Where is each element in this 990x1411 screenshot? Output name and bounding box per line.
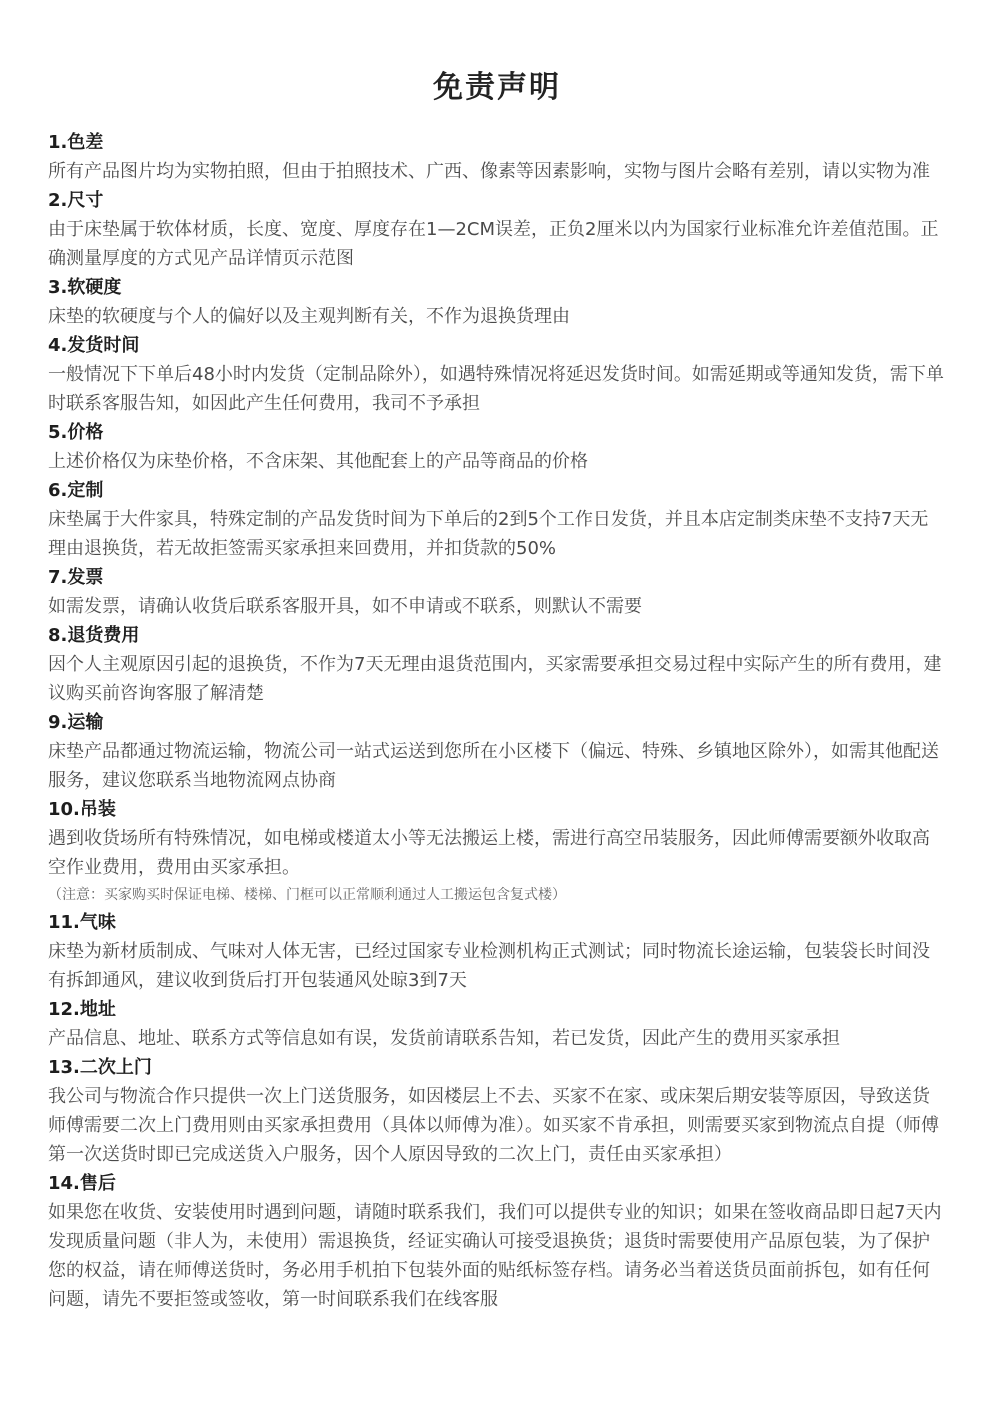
section-text: 产品信息、地址、联系方式等信息如有误，发货前请联系告知，若已发货，因此产生的费用买家承担 [48, 1028, 840, 1049]
section-heading: 7.发票 [48, 567, 104, 588]
section-heading: 3.软硬度 [48, 277, 122, 298]
section-text: 所有产品图片均为实物拍照，但由于拍照技术、广西、像素等因素影响，实物与图片会略有差别，请以实物为准 [48, 161, 930, 182]
section-heading: 4.发货时间 [48, 335, 140, 356]
section-return-cost [48, 621, 946, 708]
section-heading: 11.气味 [48, 912, 116, 933]
section-heading: 9.运输 [48, 712, 104, 733]
section-heading: 2.尺寸 [48, 190, 104, 211]
section-shipping-time [48, 331, 946, 418]
section-heading: 1.色差 [48, 132, 104, 153]
section-address [48, 995, 946, 1053]
section-text: 如果您在收货、安装使用时遇到问题，请随时联系我们，我们可以提供专业的知识；如果在签收商品即日起7天内发现质量问题（非人为，未使用）需退换货，经证实确认可接受退换货；退货时需要使用产品原包装，为了保护您的权益，请在师傅送货时，务必用手机拍下包装外面的贴纸标签存档。请务必当着送货员面前拆包，如有任何问题，请先不要拒签或签收，第一时间联系我们在线客服 [48, 1202, 942, 1310]
section-heading: 14.售后 [48, 1173, 116, 1194]
section-text: 一般情况下下单后48小时内发货（定制品除外），如遇特殊情况将延迟发货时间。如需延期或等通知发货，需下单时联系客服告知，如因此产生任何费用，我司不予承担 [48, 364, 944, 414]
section-text: 床垫的软硬度与个人的偏好以及主观判断有关，不作为退换货理由 [48, 306, 570, 327]
section-text: 床垫产品都通过物流运输，物流公司一站式运送到您所在小区楼下（偏远、特殊、乡镇地区除外），如需其他配送服务，建议您联系当地物流网点协商 [48, 741, 939, 791]
section-text: 我公司与物流合作只提供一次上门送货服务，如因楼层上不去、买家不在家、或床架后期安装等原因，导致送货师傅需要二次上门费用则由买家承担费用（具体以师傅为准）。如买家不肯承担，则需要买家到物流点自提（师傅第一次送货时即已完成送货入户服务，因个人原因导致的二次上门，责任由买家承担） [48, 1086, 939, 1165]
section-invoice [48, 563, 946, 621]
section-text: 上述价格仅为床垫价格，不含床架、其他配套上的产品等商品的价格 [48, 451, 588, 472]
section-hoisting [48, 795, 946, 908]
page-title: 免责声明 [433, 70, 561, 105]
section-text: 床垫属于大件家具，特殊定制的产品发货时间为下单后的2到5个工作日发货，并且本店定制类床垫不支持7天无理由退换货，若无故拒签需买家承担来回费用，并扣货款的50% [48, 509, 929, 559]
section-firmness [48, 273, 946, 331]
section-size [48, 186, 946, 273]
section-heading: 8.退货费用 [48, 625, 140, 646]
section-text: 因个人主观原因引起的退换货，不作为7天无理由退货范围内，买家需要承担交易过程中实际产生的所有费用，建议购买前咨询客服了解清楚 [48, 654, 942, 704]
section-transport [48, 708, 946, 795]
section-text: 遇到收货场所有特殊情况，如电梯或楼道太小等无法搬运上楼，需进行高空吊装服务，因此师傅需要额外收取高空作业费用，费用由买家承担。 [48, 828, 930, 878]
section-heading: 6.定制 [48, 480, 104, 501]
section-heading: 5.价格 [48, 422, 104, 443]
section-heading: 12.地址 [48, 999, 116, 1020]
section-custom [48, 476, 946, 563]
section-color-difference [48, 128, 946, 186]
section-odor [48, 908, 946, 995]
section-price [48, 418, 946, 476]
section-text: 如需发票，请确认收货后联系客服开具，如不申请或不联系，则默认不需要 [48, 596, 642, 617]
section-second-delivery [48, 1053, 946, 1169]
section-heading: 10.吊装 [48, 799, 116, 820]
section-heading: 13.二次上门 [48, 1057, 152, 1078]
section-text: 床垫为新材质制成、气味对人体无害，已经过国家专业检测机构正式测试；同时物流长途运输，包装袋长时间没有拆卸通风，建议收到货后打开包装通风处晾3到7天 [48, 941, 930, 991]
section-after-sales [48, 1169, 946, 1314]
section-text: 由于床垫属于软体材质，长度、宽度、厚度存在1—2CM误差，正负2厘米以内为国家行业标准允许差值范围。正确测量厚度的方式见产品详情页示范图 [48, 219, 939, 269]
section-note: （注意：买家购买时保证电梯、楼梯、门框可以正常顺利通过人工搬运包含复式楼） [48, 887, 566, 903]
